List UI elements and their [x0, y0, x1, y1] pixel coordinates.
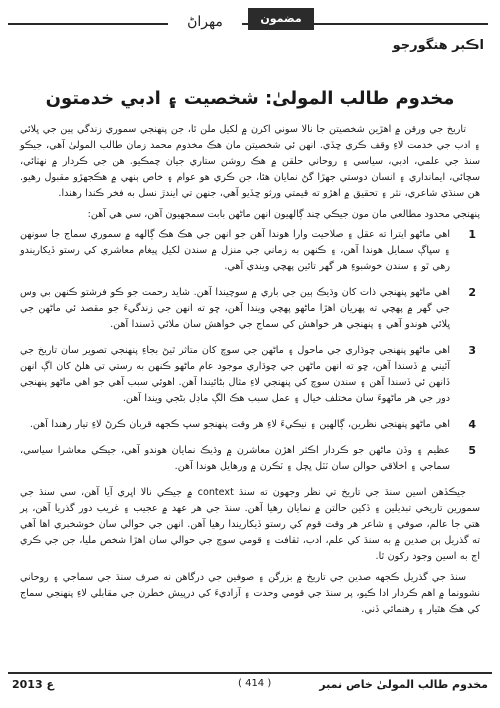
list-item-number: 4	[468, 418, 476, 431]
list-lead: پنهنجي محدود مطالعي مان مون جيڪي چند ڳالهيون انهن ماڻهن بابت سمجهيون آهن، سي هي آهن:	[87, 209, 480, 220]
article-body	[20, 122, 480, 623]
masthead	[0, 8, 500, 42]
list-item-number: 1	[468, 228, 476, 241]
closing-paragraph: سنڌ جي گذريل ڪجهه صدين جي تاريخ ۾ بزرگن ۽ صوفين جي درگاهن نه صرف سنڌ جي سماجي ۽ روحاني نشوونما ۾ اهم ڪردار ادا ڪيو، پر سنڌ جي قومي وحدت ۽ آزاديءَ کي درپيش خطرن جي مقابلي لاءِ پنهنجي سماج کي هڪ هٿيار ۽ رهنمائي ڏني.	[20, 572, 480, 615]
page-footer	[8, 672, 492, 696]
magazine-logo: مهراڻ	[168, 10, 242, 34]
issue-title: مخدوم طالب المولىٰ خاص نمبر	[319, 678, 488, 691]
list-item	[20, 443, 480, 475]
list-item	[20, 227, 480, 275]
author-name: اڪبر هنگورجو	[392, 38, 484, 53]
list-item	[20, 343, 480, 407]
list-item	[20, 285, 480, 333]
list-item-number: 5	[468, 444, 476, 457]
page-number: ( 414 )	[238, 678, 272, 689]
issue-date: 2013 ع	[12, 678, 54, 691]
list-item	[20, 417, 480, 433]
list-item-text: اهي ماڻهو پنهنجي نظرين، ڳالهين ۽ نيڪيءَ لاءِ هر وقت پنهنجو سڀ ڪجهه قربان ڪرڻ لاءِ تيار رهندا آهن.	[29, 419, 450, 430]
list-item-number: 2	[468, 286, 476, 299]
article-title: مخدوم طالب المولىٰ: شخصيت ۽ ادبي خدمتون	[45, 88, 455, 109]
closing-paragraph: جيڪڏهن اسين سنڌ جي تاريخ تي نظر وجهون ته سنڌ context ۾ جيڪي نالا اڀري آيا آهن، سي سنڌ جي سمورين تاريخي تبديلين ۽ ڏکين حالتن ۾ نمايان رهيا آهن. سنڌ جي هر عهد ۾ عجيب ۽ غريب دور گذريا آهن، پر هتي جا عالم، صوفي ۽ شاعر هر وقت قوم کي رستو ڏيکاريندا رهيا آهن. انهن جي حوالي سان خوشخبري اها آهي ته گذريل ٻن صدين ۾ به سنڌ کي علم، ادب، ثقافت ۽ قومي سوچ جي حوالي سان اهڙا شخص مليا، جن جي ڪري اڄ به اسين وجود رکون ٿا.	[20, 487, 480, 562]
list-item-text: اهي ماڻهو پنهنجي چوڌاري جي ماحول ۽ ماڻهن جي سوچ کان متاثر ٿيڻ بجاءِ پنهنجي تصوير سان تاريخ جي آئيني ۾ ڏسندا آهن، ڇو ته انهن ماڻهن جي چوڌاري موجود عام ماڻهو ڪنهن به رستي تي هلڻ کان اڳ انهن ڏانهن ئي ڏسندا آهن ۽ سندن سوچ کي پنهنجي لاءِ مثال بڻائيندا آهن. اهوئي سبب آهي جو اهي ماڻهو پنهنجي دور جي هر ماڻهوءَ سان مختلف خيال ۽ عمل سبب هڪ الڳ ماڊل بڻجي ويندا آهن.	[20, 345, 450, 404]
list-item-text: اهي ماڻهو ايترا ته عقل ۽ صلاحيت وارا هوندا آهن جو انهن جي هڪ هڪ ڳالهه ۾ سموري سماج جا سونهن ۽ سڀاڳ سمايل هوندا آهن، ۽ ڪنهن به زماني جي منزل ۾ سندن لکيل پيغام معاشري کي رستو ڏيکاريندو رهي ٿو ۽ سندن خوشبوءِ هر گهر تائين پهچي ويندي آهي.	[20, 229, 450, 272]
intro-paragraph: تاريخ جي ورقن ۾ اهڙين شخصيتن جا نالا سوني اکرن ۾ لکيل ملن ٿا، جن پنهنجي سموري زندگي ٻين جي ڀلائي ۽ ادب جي خدمت لاءِ وقف ڪري ڇڏي. انهن ئي شخصيتن مان هڪ مخدوم محمد زمان طالب المولىٰ آهي، جيڪو سنڌ جي علمي، ادبي، سياسي ۽ روحاني حلقن ۾ هڪ روشن ستاري جيان چمڪيو. هن جي ڪردار ۾ نهٺائي، سچائي، ايمانداري ۽ انسان دوستي جهڙا گڻ نمايان هئا، جن ڪري هو عوام ۽ خاص ٻنهي ۾ هڪجهڙو مقبول رهيو. هن سنڌي شاعري، نثر ۽ تحقيق ۾ اهڙو ته قيمتي ورثو ڇڏيو آهي، جنهن تي ايندڙ نسل به فخر ڪندا رهندا.	[20, 124, 480, 199]
list-item-number: 3	[468, 344, 476, 357]
list-item-text: اهي ماڻهو پنهنجي ذات کان وڌيڪ ٻين جي باري ۾ سوچيندا آهن. شايد رحمت جو ڪو فرشتو ڪنهن بي وس جي گهر ۾ پهچي ته پهريان اهڙا ماڻهو پهچي ويندا آهن، ڇو ته انهن جي زندگيءَ جو مقصد ئي ماڻهن جي ڀلائي هوندو آهي ۽ پنهنجي هر خواهش کي سماج جي خواهش سان ملائي ڏسندا آهن.	[20, 287, 450, 330]
section-tab: مضمون	[248, 8, 314, 30]
list-item-text: عظيم ۽ وڏن ماڻهن جو ڪردار اڪثر اهڙن معاشرن ۾ وڌيڪ نمايان هوندو آهي، جيڪي معاشرا سياسي، سماجي ۽ اخلاقي حوالن سان ٽٽل ڀڄل ۽ ٽڪرن ۾ ورهايل هوندا آهن.	[20, 445, 450, 472]
